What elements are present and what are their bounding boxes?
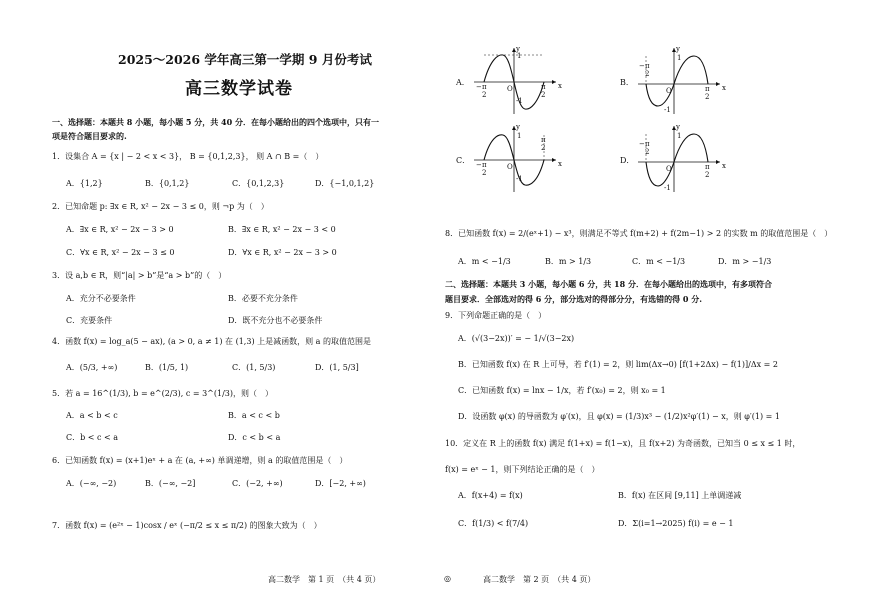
pi-label: π — [541, 136, 546, 144]
q3-option-b[interactable]: B．必要不充分条件 — [228, 294, 298, 303]
pi-label: π — [705, 85, 710, 93]
q5-option-d[interactable]: D．c < b < a — [228, 433, 281, 442]
q1-stem: 1．设集合 A = {x | − 2 < x < 3}， B = {0,1,2,3}， 则 A ∩ B =（ ） — [52, 152, 324, 161]
q3-option-d[interactable]: D．既不充分也不必要条件 — [228, 316, 323, 325]
curve — [646, 56, 708, 106]
one-label: 1 — [517, 52, 522, 60]
section2-heading-2: 题目要求．全部选对的得 6 分，部分选对的得部分分，有选错的得 0 分. — [445, 294, 703, 304]
neg-one-label: -1 — [516, 175, 523, 183]
origin-label: O — [666, 87, 672, 95]
q8-option-c[interactable]: C．m < −1/3 — [632, 257, 686, 266]
two-label: 2 — [705, 171, 710, 179]
q8-option-b[interactable]: B．m > 1/3 — [545, 257, 592, 266]
q3-option-a[interactable]: A．充分不必要条件 — [66, 294, 136, 303]
x-label: x — [558, 82, 562, 90]
q1-option-a[interactable]: A．{1,2} — [66, 179, 103, 188]
q5-option-a[interactable]: A．a < b < c — [66, 411, 118, 420]
one-label: 1 — [517, 132, 522, 140]
x-arrow-icon — [716, 82, 720, 86]
q7-graph-d — [634, 122, 724, 194]
section1-heading-2: 项是符合题目要求的. — [52, 131, 127, 141]
footer-symbol: ◎ — [444, 574, 451, 583]
x-label: x — [558, 160, 562, 168]
q9-option-c[interactable]: C．已知函数 f(x) = lnx − 1/x，若 f′(x₀) = 2，则 x₀ = 1 — [458, 386, 666, 395]
q7-graph-c — [470, 122, 560, 194]
q5-option-c[interactable]: C．b < c < a — [66, 433, 119, 442]
q4-stem: 4．函数 f(x) = log_a(5 − ax), (a > 0, a ≠ 1) 在 (1,3) 上是减函数，则 a 的取值范围是 — [52, 337, 371, 346]
q8-stem: 8．已知函数 f(x) = 2/(eˣ+1) − x³，则满足不等式 f(m+2) + f(2m−1) > 2 的实数 m 的取值范围是（ ） — [445, 229, 833, 238]
curve — [646, 134, 708, 186]
x-arrow-icon — [716, 160, 720, 164]
minus-label: − — [639, 62, 645, 70]
q10-option-d[interactable]: D．Σ(i=1→2025) f(i) = e − 1 — [618, 519, 734, 528]
q1-option-c[interactable]: C．{0,1,2,3} — [232, 179, 285, 188]
origin-label: O — [507, 163, 513, 171]
x-arrow-icon — [552, 80, 556, 84]
q5-option-b[interactable]: B．a < c < b — [228, 411, 280, 420]
minus-label: − — [476, 83, 482, 91]
q8-option-d[interactable]: D．m > −1/3 — [718, 257, 772, 266]
two-label: 2 — [645, 70, 650, 78]
q3-option-c[interactable]: C．充要条件 — [66, 316, 113, 325]
q7-stem: 7．函数 f(x) = (e²ˣ − 1)cosx / eˣ (−π/2 ≤ x ≤ π/2) 的图象大致为（ ） — [52, 521, 322, 530]
x-label: x — [722, 162, 726, 170]
q2-option-b[interactable]: B．∃x ∈ R, x² − 2x − 3 < 0 — [228, 225, 336, 234]
q6-option-b[interactable]: B．(−∞, −2] — [145, 479, 196, 488]
q3-stem: 3．设 a,b ∈ R，则“|a| > b”是“a > b”的（ ） — [52, 271, 227, 280]
origin-label: O — [507, 85, 513, 93]
x-arrow-icon — [552, 158, 556, 162]
pi-label: π — [645, 62, 650, 70]
q8-option-a[interactable]: A．m < −1/3 — [458, 257, 511, 266]
q7-option-a[interactable]: A． — [456, 78, 470, 87]
one-label: 1 — [677, 132, 682, 140]
y-label: y — [676, 45, 680, 53]
q4-option-a[interactable]: A．(5/3, +∞) — [66, 363, 118, 372]
section2-heading-1: 二、选择题：本题共 3 小题，每小题 6 分，共 18 分．在每小题给出的选项中，有多项符合 — [445, 279, 772, 289]
q2-stem: 2．已知命题 p: ∃x ∈ R, x² − 2x − 3 ≤ 0，则 ¬p 为（ ） — [52, 202, 269, 211]
q10-option-b[interactable]: B．f(x) 在区间 [9,11] 上单调递减 — [618, 491, 742, 500]
footer-right-page: 高二数学 第 2 页 （共 4 页） — [483, 575, 596, 584]
minus-label: − — [476, 161, 482, 169]
footer-left-page: 高二数学 第 1 页 （共 4 页） — [268, 575, 381, 584]
q6-option-c[interactable]: C．(−2, +∞) — [232, 479, 283, 488]
q10-stem-2: f(x) = eˣ − 1，则下列结论正确的是（ ） — [445, 465, 600, 474]
x-label: x — [722, 84, 726, 92]
pi-label: π — [482, 161, 487, 169]
q6-option-d[interactable]: D．[−2, +∞) — [315, 479, 366, 488]
q10-option-a[interactable]: A．f(x+4) = f(x) — [458, 491, 523, 500]
exam-title: 2025～2026 学年高三第一学期 9 月份考试 — [118, 52, 372, 67]
two-label: 2 — [541, 91, 546, 99]
q5-stem: 5．若 a = 16^(1/3), b = e^(2/3), c = 3^(1/3)，则（ ） — [52, 389, 274, 398]
q6-option-a[interactable]: A．(−∞, −2) — [66, 479, 117, 488]
pi-label: π — [541, 83, 546, 91]
q6-stem: 6．已知函数 f(x) = (x+1)eˣ + a 在 (a, +∞) 单调递增，则 a 的取值范围是（ ） — [52, 456, 348, 465]
y-label: y — [516, 123, 520, 131]
section1-heading-1: 一、选择题：本题共 8 小题，每小题 5 分，共 40 分．在每小题给出的四个选项中，只有一 — [52, 117, 379, 127]
q9-option-a[interactable]: A．(√(3−2x))′ = − 1/√(3−2x) — [458, 334, 575, 343]
q2-option-d[interactable]: D．∀x ∈ R, x² − 2x − 3 > 0 — [228, 248, 337, 257]
two-label: 2 — [482, 169, 487, 177]
q7-option-b[interactable]: B． — [620, 78, 634, 87]
two-label: 2 — [482, 91, 487, 99]
q9-option-b[interactable]: B．已知函数 f(x) 在 R 上可导，若 f′(1) = 2，则 lim(Δx→0) [f(1+2Δx) − f(1)]/Δx = 2 — [458, 360, 778, 369]
one-label: 1 — [677, 54, 682, 62]
minus-label: − — [639, 140, 645, 148]
pi-label: π — [482, 83, 487, 91]
pi-label: π — [645, 140, 650, 148]
q10-stem-1: 10．定义在 R 上的函数 f(x) 满足 f(1+x) = f(1−x)，且 f(x+2) 为奇函数，已知当 0 ≤ x ≤ 1 时， — [445, 439, 801, 448]
y-label: y — [676, 123, 680, 131]
q7-graph-a — [470, 44, 560, 116]
q9-option-d[interactable]: D．设函数 φ(x) 的导函数为 φ′(x)，且 φ(x) = (1/3)x³ − (1/2)x²φ′(1) − x，则 φ′(1) = 1 — [458, 412, 780, 421]
q7-option-d[interactable]: D． — [620, 156, 635, 165]
paper-title: 高三数学试卷 — [185, 79, 293, 99]
y-label: y — [516, 45, 520, 53]
neg-one-label: -1 — [664, 106, 671, 114]
q2-option-a[interactable]: A．∃x ∈ R, x² − 2x − 3 > 0 — [66, 225, 174, 234]
pi-label: π — [705, 163, 710, 171]
q1-option-d[interactable]: D．{−1,0,1,2} — [315, 179, 375, 188]
two-label: 2 — [541, 144, 546, 152]
q4-option-d[interactable]: D．(1, 5/3] — [315, 363, 359, 372]
two-label: 2 — [705, 93, 710, 101]
q2-option-c[interactable]: C．∀x ∈ R, x² − 2x − 3 ≤ 0 — [66, 248, 175, 257]
q7-option-c[interactable]: C． — [456, 156, 471, 165]
q1-option-b[interactable]: B．{0,1,2} — [145, 179, 190, 188]
q7-graph-b — [634, 44, 724, 116]
q4-option-c[interactable]: C．(1, 5/3) — [232, 363, 276, 372]
origin-label: O — [666, 165, 672, 173]
q4-option-b[interactable]: B．(1/5, 1) — [145, 363, 189, 372]
two-label: 2 — [645, 148, 650, 156]
q10-option-c[interactable]: C．f(1/3) < f(7/4) — [458, 519, 529, 528]
q9-stem: 9．下列命题正确的是（ ） — [445, 311, 547, 320]
neg-one-label: -1 — [516, 97, 523, 105]
neg-one-label: -1 — [664, 184, 671, 192]
